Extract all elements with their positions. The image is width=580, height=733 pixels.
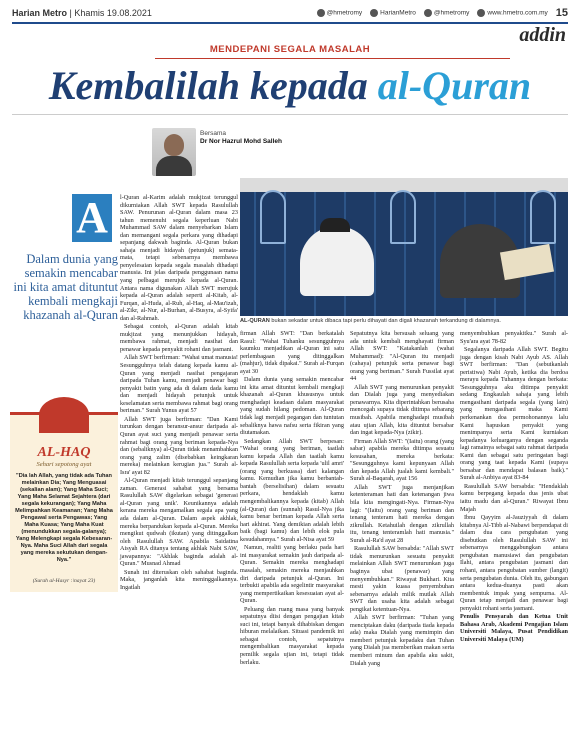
headline <box>0 62 580 109</box>
paragraph: Sebagai contoh, al-Quran adalah kitab mukjizat yang menunjukkan hidayah, membawa rahmat, menjadi nasihat dan penawar kepada penyakit rohani dan jasmani. <box>120 323 238 353</box>
paragraph: Allah SWT berfirman: "Wahai umat manusia! Sesungguhnya telah datang kepada kamu al-Quran yang menjadi nasihat pengajaran daripada Tuhan kamu, menjadi penawar bagi penyakit batin yang ada di dalam dada kamu dan menjadi hidayah petunjuk untuk keselamatan serta membawa rahmat bagi orang beriman." Surah Yunus ayat 57 <box>120 354 238 415</box>
paragraph: Rasulullah SAW bersabda: "Hendaklah kamu berpegang kepada dua jenis ubat iaitu madu dan al-Quran." Riwayat Ibnu Majah <box>460 482 568 513</box>
ornament-icon <box>39 397 89 433</box>
headline-main: Kembalilah kepada <box>48 63 378 108</box>
al-haq-source: (Surah al-Hasyr :\nayat 23) <box>32 578 96 584</box>
caption-text: bukan sekadar untuk dibaca tapi perlu dihayati dan digali khazanah terkandung di dalamnya. <box>269 318 501 324</box>
al-haq-verse: "Dia lah Allah, yang tidak ada Tuhan melainkan Dia; Yang Menguasai (sekalian alam); Yang Maha Suci; Yang Maha Selamat Sejahtera (dari segala kekurangan); Yang Maha Melimpahkan Keamanan; Yang Maha Pengawal serta Pengawas; Yang Maha Kuasa; Yang Maha Kuat (menundukkan segala-galanya); Yang Melengkapi segala Kebesaran-Nya. Maha Suci Allah dari segala yang mereka sekutukan dengan-Nya." <box>15 473 113 563</box>
article-column-2 <box>240 330 344 725</box>
paragraph: Sunah ini diteruskan oleh sahabat baginda. Maka, janganlah kita meninggalkannya. Ingatlah <box>120 568 238 591</box>
paragraph: Segalanya daripada Allah SWT. Begitu juga dengan kisah Nabi Ayub AS. Allah SWT berfirman: "Dan (sebutkanlah peristiwa) Nabi Ayub, ketika dia berdoa merayu kepada Tuhannya dengan berkata: 'Sesungguhnya aku ditimpa penyakit sedang Engkaulah sahaja yang lebih mengasihani daripada segala (yang lain) yang mengasihani maka Kami perkenankan doa permohonannya lalu Kami hapuskan penyakit yang menimpanya serta Kami kurniakan kepadanya keluarganya dengan seganda lagi ramainya sebagai satu rahmat daripada Kami dan sebagai satu peringatan bagi orang yang taat kepada Kami (supaya bersabar dan mendapat balasan baik)." Surah al-Anbiya ayat 83-84 <box>460 346 568 482</box>
byline-label: Bersama <box>200 130 227 137</box>
publication-name: Harian Metro <box>12 8 68 18</box>
photo-caption <box>240 318 568 325</box>
article-photo <box>240 178 568 316</box>
social-links <box>317 9 548 17</box>
author-name: Dr Nor Hazrul Mohd Salleh <box>200 138 282 145</box>
section-name: addin <box>519 24 566 46</box>
instagram-icon <box>424 9 432 17</box>
paragraph: Namun, realiti yang berlaku pada hari ini masyarakat semakin jauh daripada al-Quran. Semakin mereka menghadapi masalah, semakin mereka menjauhkan diri daripada petunjuk al-Quran. Ini terbukti apabila ada segelintir masyarakat yang mempertikaikan kesesuaian ayat al-Quran. <box>240 544 344 605</box>
page-header <box>12 6 568 20</box>
facebook-icon <box>370 9 378 17</box>
al-haq-subtitle: Sehari sepotong ayat <box>36 461 92 468</box>
paragraph: Allah SWT juga menjanjikan ketenteraman hati dan ketenangan jiwa bila kita mengingati-Nya. Firman-Nya lagi: "(Iaitu) orang yang beriman dan tenang tenteram hati mereka dengan zikrullah. Ketahuilah dengan zikrullah itu, tenang tenteramlah hati manusia." Surah al-Ra'd ayat 28 <box>350 483 454 544</box>
paragraph: Allah SWT juga berfirman: "Dan Kami turunkan dengan beransur-ansur daripada al-Quran ayat suci yang menjadi penawar serta rahmat bagi orang yang beriman kepada-Nya dan (sebaliknya) al-Quran tidak menambahkan orang yang zalim (disebabkan keingkaran mereka) melainkan kerugian jua." Surah al-Isra' ayat 82 <box>120 415 238 476</box>
social-link[interactable]: @hmetromy <box>317 9 363 17</box>
article-column-1 <box>120 180 238 725</box>
paragraph: Peluang dan ruang masa yang banyak sepatutnya diisi dengan pengajian kitab suci ini, tetapi banyak dihabiskan dengan hiburan melalaikan. Situasi pandemik ini sebagai contoh, sepatutnya mengembalikan masyarakat kepada pemilik segala ujian ini, tetapi tidak berlaku. <box>240 605 344 666</box>
publication-date: Harian Metro | Khamis 19.08.2021 <box>12 8 152 18</box>
paragraph: Sepatutnya kita bersusah seluang yang ada untuk kembali menghayati firman Allah SWT: "Katakanlah (wahai Muhammad): "Al-Quran itu menjadi (cahaya) petunjuk serta penawar bagi orang yang beriman." Surah Fussilat ayat 44 <box>350 330 454 383</box>
social-link[interactable]: www.hmetro.com.my <box>477 9 547 17</box>
author-photo <box>152 128 196 176</box>
social-link[interactable]: @hmetromy <box>424 9 470 17</box>
author-bio: Penulis Pensyarah dan Ketua Unit Bahasa Arab, Akademi Pengajian Islam Universiti Malaya, Pusat Pendidikan Universiti Malaya (UM) <box>460 613 568 643</box>
paragraph: Firman Allah SWT: "(Iaitu) orang (yang sabar) apabila mereka ditimpa sesuatu kesusahan, mereka berkata: "Sesungguhnya kami kepunyaan Allah dan kepada Allah jualah kami kembali." Surah al-Baqarah, ayat 156 <box>350 437 454 483</box>
paragraph: menyembuhkan penyakitku." Surah al-Syu'ara ayat 78-82 <box>460 330 568 345</box>
byline <box>200 130 282 146</box>
al-haq-title: AL-HAQ <box>37 445 91 460</box>
paragraph: firman Allah SWT: "Dan berkatalah Rasul: "Wahai Tuhanku sesungguhnya kaumku menjadikan al-Quran ini satu perlembagaan yang ditinggalkan (mahjur), tidak dipakai." Surah al-Furqan ayat 30 <box>240 330 344 375</box>
paragraph: Sedangkan Allah SWT berpesan: "Wahai orang yang beriman, taatlah kamu kepada Allah dan taatlah kamu kepada Rasulullah serta kepada 'ulil amri' (orang yang berkuasa) dari kalangan kamu. Kemudian jika kamu berbantah-bantah (berselisihan) dalam sesuatu perkara, hendaklah kamu mengembalikannya kepada (kitab) Allah (al-Quran) dan (sunnah) Rasul-Nya jika kamu benar beriman kepada Allah serta hari akhirat. Yang demikian adalah lebih baik (bagi kamu) dan lebih elok pula kesudahannya." Surah al-Nisa ayat 59 <box>240 437 344 543</box>
headline-highlight: al-Quran <box>377 63 532 108</box>
pull-quote: Dalam dunia yang semakin mencabar ini kita amat dituntut kembali mengkaji khazanah al-Quran <box>13 252 118 322</box>
paragraph: Ibnu Qayyim al-Jauziyyah di dalam kitabnya Al-Tibb al-Nabawi berpendapat di dalam dua cara pengubatan yang disebutkan oleh Rasulullah SAW ini sebenarnya menggabungkan antara pengubatan manusiawi dan pengubatan Ilahi, antara pengubatan jasmani dan rohani, antara pengubatan sumber (langit) serta pengubatan dunia. Oleh itu, gabungan antara kedua-duanya pasti akan membentuk impak yang sempurna. Al-Quran tetap menjadi dan penawar bagi penyakit rohani serta jasmani. <box>460 514 568 612</box>
caption-lead: AL-QURAN <box>240 318 270 324</box>
twitter-icon <box>317 9 325 17</box>
paragraph: Allah SWT yang menurunkan penyakit dan Dialah juga yang menyediakan penawarnya. Kita diperintahkan berusaha mencegah supaya tidak ditimpa sebarang musibah. Apabila menghadapi musibah atau ujian Allah, kita dituntut bersabar dan ingat kepada-Nya (zikir). <box>350 383 454 437</box>
article-column-3 <box>350 330 454 725</box>
social-link[interactable]: HarianMetro <box>370 9 416 17</box>
al-haq-box <box>10 412 118 592</box>
paragraph: Allah SWT berfirman: "Tuhan yang menciptakan daku (daripada tiada kepada ada) maka Dialah yang memimpin dan memberi petunjuk kepadaku dan Tuhan yang Dialah jua memberikan makan serta memberi minum dan apabila aku sakit, Dialah yang <box>350 614 454 667</box>
drop-cap: A <box>72 194 112 242</box>
kicker: MENDEPANI SEGALA MASALAH <box>209 44 371 55</box>
issue-date: Khamis 19.08.2021 <box>74 8 152 18</box>
paragraph: l-Quran al-Karim adalah mukjizat terunggul dikurniakan Allah SWT kepada Rasulullah SAW. Penurunan al-Quran dalam masa 23 tahun memenuhi segala keperluan Nabi Muhammad SAW dalam menyebarkan Islam dan memangani segala perkara yang dihadapi sepanjang dakwah baginda. Al-Quran bukan sahaja menjadi hidayah (petunjuk) semata-mata, tetapi sebenarnya membawa penyelesaian kepada segala masalah dihadapi manusia. Ini jelas daripada penggunaan nama yang pelbagai merujuk kepada al-Quran. Antara nama digunakan Allah SWT merujuk kepada al-Quran adalah seperti al-Kitab, al-Furqan, al-Huda, al-Ruh, al-Haq, al-Mau'izah, al-Zikr, al-Nur, al-Burhan, al-Busyra, al-Syifa' dan al-Rahmah. <box>120 194 238 322</box>
paragraph: Rasulullah SAW bersabda: "Allah SWT tidak menurunkan sesuatu penyakit melainkan Allah SWT menurunkan juga baginya ubat (penawar) yang menyembuhkan." Riwayat Bukhari. Kita mesti yakin kuasa penyembuhan sebenarnya adalah milik mutlak Allah SWT dan usaha kita adalah sebagai pengikat ketentuan-Nya. <box>350 545 454 613</box>
paragraph: Dalam dunia yang semakin mencabar ini kita amat dituntut kembali mengkaji khazanah al-Quran khususnya untuk menghadapi keadaan dalam masyarakat yang sudah hilang pedoman. Al-Quran tidak lagi menjadi pegangan dan tuntutan sebaliknya hawa nafsu serta fikiran yang diutamakan. <box>240 376 344 437</box>
paragraph: Al-Quran menjadi kitab terunggul sepanjang zaman. Generasi sahabat yang bersama Rasulullah SAW digelarkan sebagai 'generasi al-Quran yang unik'. Keunikannya adalah kerana mereka mengamalkan segala apa yang ada dalam al-Quran. Dalam aspek akhlak, mereka berpandukan kepada al-Quran. Mereka mengikut qudwah (ikutan) yang ditinggalkan oleh Rasulullah SAW. Apabila Saidatina Aisyah RA ditanya tentang akhlak Nabi SAW, jawapannya: "Akhlak baginda adalah al-Quran." Musnad Ahmad <box>120 477 238 568</box>
article-column-4 <box>460 330 568 725</box>
globe-icon <box>477 9 485 17</box>
page-number: 15 <box>555 7 568 19</box>
headline-rule <box>12 114 568 115</box>
kicker-rule <box>155 58 510 59</box>
header-rule <box>12 22 568 24</box>
